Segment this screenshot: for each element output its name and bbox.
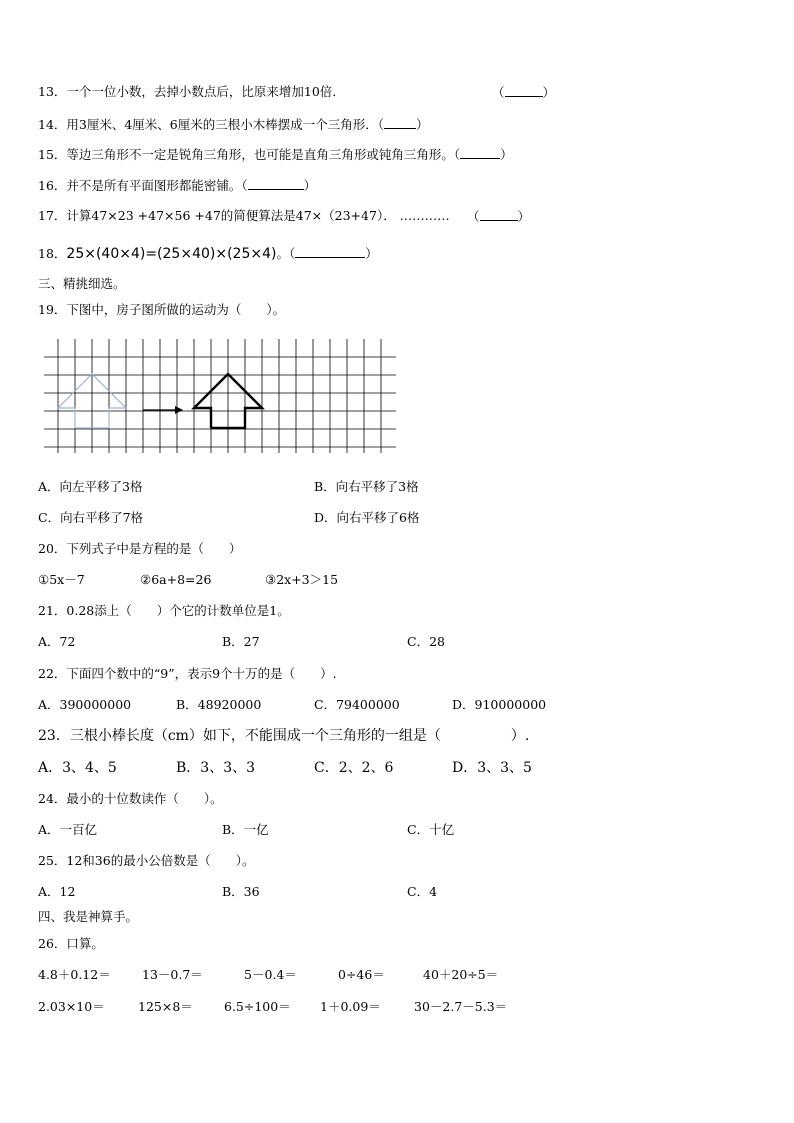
question-13: 13．一个一位小数，去掉小数点后，比原来增加10倍． [38, 84, 345, 99]
option-23-a[interactable]: A．3、4、5 [38, 760, 117, 776]
option-19-c[interactable]: C．向右平移了7格 [38, 510, 144, 525]
calc-item: 0÷46＝ [338, 967, 385, 982]
calc-item: 6.5÷100＝ [224, 999, 291, 1014]
option-20-2[interactable]: ②6a+8=26 [140, 572, 212, 587]
option-22-d[interactable]: D．910000000 [452, 697, 547, 712]
option-25-c[interactable]: C．4 [407, 884, 438, 899]
option-21-b[interactable]: B．27 [222, 634, 260, 649]
calc-item: 30－2.7－5.3＝ [414, 999, 508, 1014]
option-19-d[interactable]: D．向右平移了6格 [314, 510, 420, 525]
question-20: 20．下列式子中是方程的是（ ） [38, 541, 242, 556]
question-16: 16．并不是所有平面图形都能密铺。（ ） [38, 178, 317, 193]
option-19-b[interactable]: B．向右平移了3格 [314, 479, 419, 494]
translation-grid-figure [44, 339, 396, 453]
grid-lines [44, 339, 396, 453]
option-22-a[interactable]: A．390000000 [38, 697, 132, 712]
option-23-d[interactable]: D．3、3、5 [452, 760, 532, 776]
answer-blank-17[interactable]: （ ） [467, 209, 531, 224]
option-25-b[interactable]: B．36 [222, 884, 260, 899]
calc-item: 2.03×10＝ [38, 999, 105, 1014]
question-19: 19．下图中，房子图所做的运动为（ ）。 [38, 302, 286, 317]
math-expression: 25×(40×4)=(25×40)×(25×4) [66, 246, 277, 262]
option-21-c[interactable]: C．28 [407, 634, 445, 649]
option-25-a[interactable]: A．12 [38, 884, 76, 899]
question-17: 17．计算47×23 +47×56 +47的简便算法是47×（23+47）． ………… [38, 208, 450, 223]
calc-item: 13－0.7＝ [142, 967, 203, 982]
question-26: 26．口算。 [38, 936, 104, 951]
question-22: 22．下面四个数中的“9”，表示9个十万的是（ ）. [38, 666, 337, 681]
option-24-b[interactable]: B．一亿 [222, 822, 269, 837]
option-23-b[interactable]: B．3、3、3 [176, 760, 256, 776]
question-15: 15．等边三角形不一定是锐角三角形，也可能是直角三角形或钝角三角形。（ ） [38, 147, 513, 162]
option-24-c[interactable]: C．十亿 [407, 822, 455, 837]
section-heading-3: 三、精挑细选。 [38, 276, 126, 291]
option-21-a[interactable]: A．72 [38, 634, 76, 649]
option-22-c[interactable]: C．79400000 [314, 697, 400, 712]
answer-blank-18[interactable] [295, 245, 365, 258]
option-22-b[interactable]: B．48920000 [176, 697, 262, 712]
question-24: 24．最小的十位数读作（ ）。 [38, 791, 223, 806]
option-24-a[interactable]: A．一百亿 [38, 822, 98, 837]
calc-item: 125×8＝ [138, 999, 193, 1014]
calc-item: 4.8＋0.12＝ [38, 967, 111, 982]
question-23: 23．三根小棒长度（cm）如下，不能围成一个三角形的一组是（ ）. [38, 728, 530, 744]
move-arrow-head [175, 406, 183, 414]
answer-blank-13[interactable]: （ ） [492, 85, 556, 100]
question-25: 25．12和36的最小公倍数是（ ）。 [38, 853, 255, 868]
answer-blank-14[interactable] [384, 116, 416, 129]
question-21: 21．0.28添上（ ）个它的计数单位是1。 [38, 603, 290, 618]
option-23-c[interactable]: C．2、2、6 [314, 760, 394, 776]
calc-item: 1＋0.09＝ [320, 999, 381, 1014]
answer-blank-16[interactable] [248, 177, 304, 190]
option-20-1[interactable]: ①5x－7 [38, 572, 85, 587]
calc-item: 5－0.4＝ [244, 967, 297, 982]
answer-blank-15[interactable] [460, 146, 500, 159]
option-19-a[interactable]: A．向左平移了3格 [38, 479, 143, 494]
calc-item: 40＋20÷5＝ [423, 967, 499, 982]
question-14: 14．用3厘米、4厘米、6厘米的三根小木棒摆成一个三角形．（ ） [38, 117, 429, 132]
option-20-3[interactable]: ③2x+3＞15 [265, 572, 339, 587]
question-18: 18．25×(40×4)=(25×40)×(25×4)。（ ） [38, 246, 378, 262]
section-heading-4: 四、我是神算手。 [38, 909, 139, 924]
